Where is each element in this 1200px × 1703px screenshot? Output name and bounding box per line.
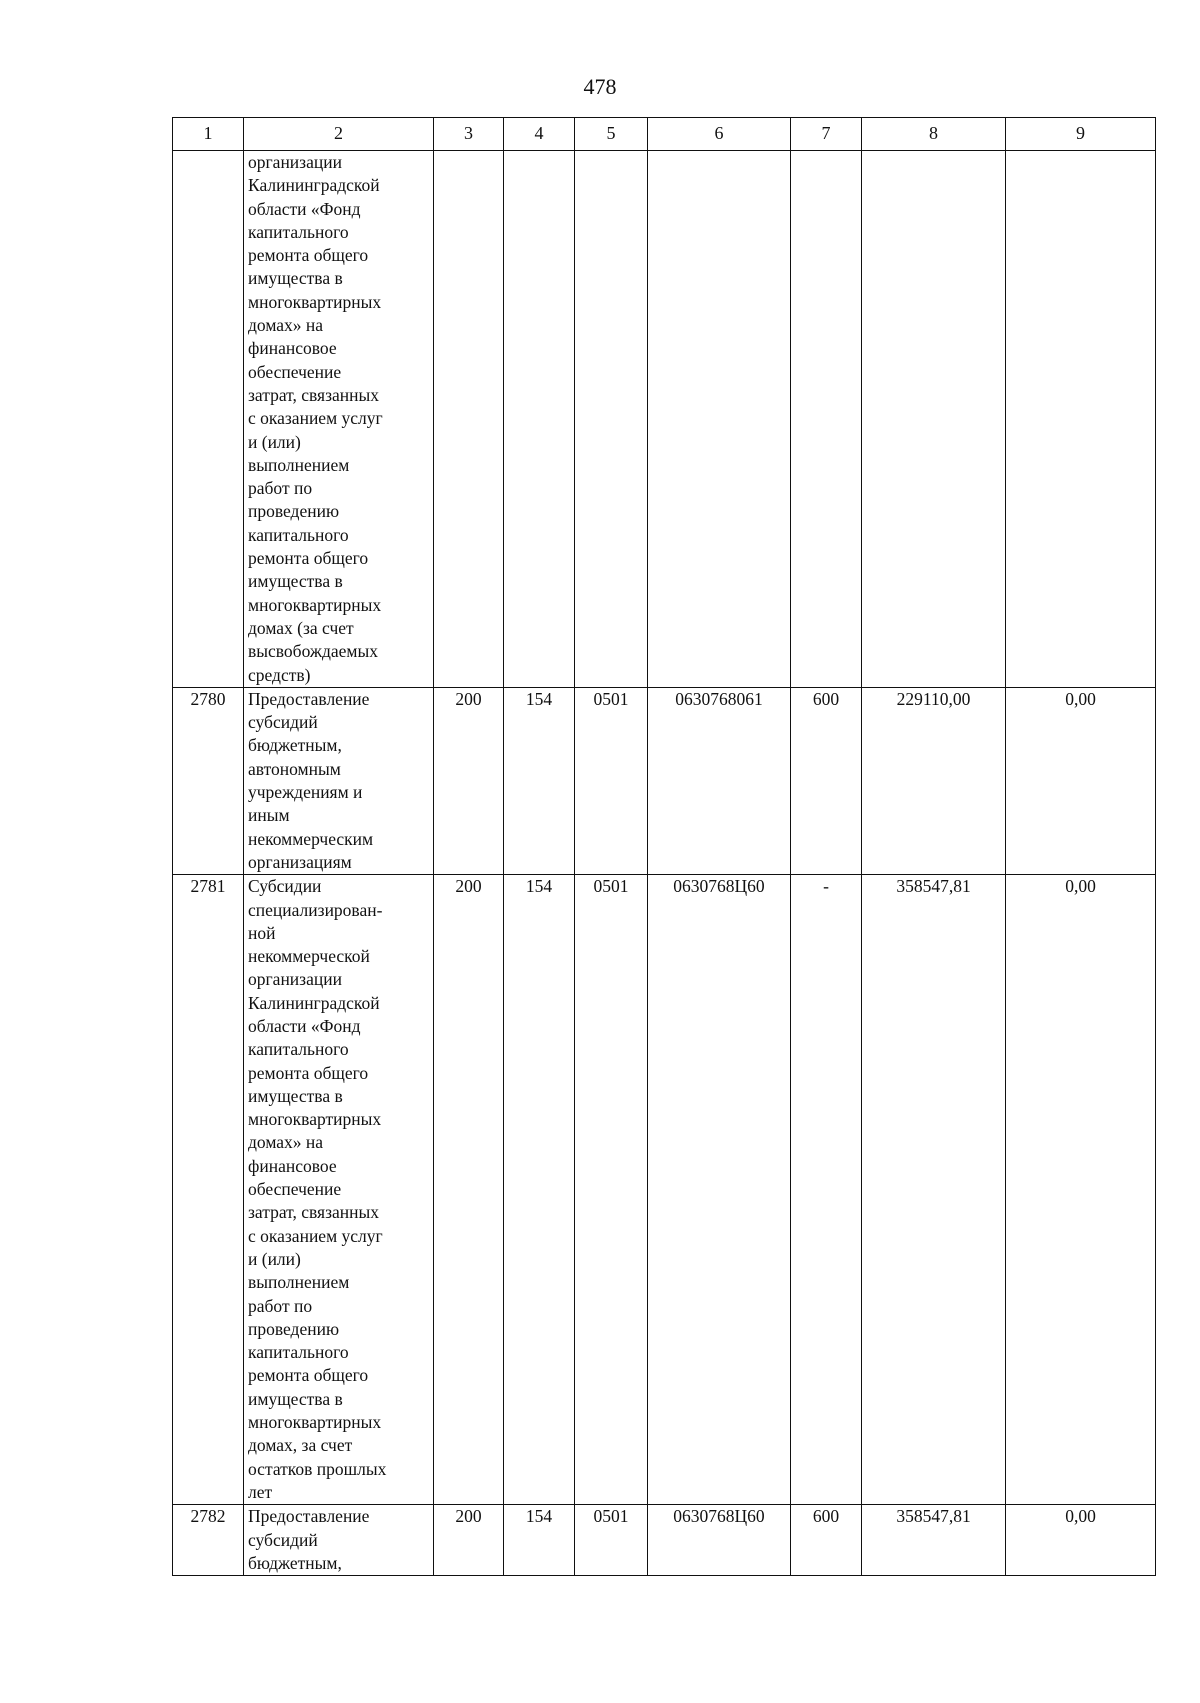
column-header: 7	[791, 118, 862, 151]
description-line: обеспечение	[248, 361, 342, 382]
cell-col-7: -	[791, 875, 862, 1505]
description-line: капитального	[248, 1039, 349, 1060]
description-line: с оказанием услуг	[248, 1225, 383, 1246]
description-line: многоквартирных	[248, 1412, 382, 1433]
cell-col-5	[575, 151, 648, 688]
column-header: 6	[648, 118, 791, 151]
description-line: организациям	[248, 851, 352, 872]
cell-col-4: 154	[504, 875, 575, 1505]
budget-table	[172, 117, 1156, 1576]
description-line: домах (за счет	[248, 617, 354, 638]
description-cell	[244, 687, 434, 874]
cell-col-3: 200	[434, 687, 504, 874]
description-line: области «Фонд	[248, 198, 361, 219]
description-line: лет	[248, 1481, 273, 1502]
description-cell	[244, 1505, 434, 1576]
description-line: некоммерческим	[248, 828, 374, 849]
column-header: 5	[575, 118, 648, 151]
description-line: ремонта общего	[248, 1365, 369, 1386]
description-line: средств)	[248, 664, 311, 685]
table-row	[173, 687, 1156, 874]
description-line: автономным	[248, 758, 341, 779]
description-line: ремонта общего	[248, 245, 369, 266]
cell-col-7: 600	[791, 1505, 862, 1576]
description-line: имущества в	[248, 1085, 343, 1106]
description-line: субсидий	[248, 712, 318, 733]
column-header: 2	[244, 118, 434, 151]
description-line: выполнением	[248, 454, 350, 475]
table-row	[173, 151, 1156, 688]
amount-cell	[862, 151, 1006, 688]
description-line: финансовое	[248, 1155, 337, 1176]
description-line: многоквартирных	[248, 594, 382, 615]
amount-cell-2: 0,00	[1006, 1505, 1156, 1576]
cell-col-6	[648, 151, 791, 688]
description-line: проведению	[248, 501, 340, 522]
cell-col-4: 154	[504, 687, 575, 874]
row-number-cell: 2781	[173, 875, 244, 1505]
row-number-cell: 2782	[173, 1505, 244, 1576]
description-line: остатков прошлых	[248, 1458, 387, 1479]
cell-col-3: 200	[434, 1505, 504, 1576]
description-line: Предоставление	[248, 688, 370, 709]
amount-cell-2: 0,00	[1006, 875, 1156, 1505]
column-header: 8	[862, 118, 1006, 151]
description-line: домах, за счет	[248, 1435, 353, 1456]
description-line: учреждениям и	[248, 782, 363, 803]
description-line: бюджетным,	[248, 735, 342, 756]
column-header: 9	[1006, 118, 1156, 151]
cell-col-4: 154	[504, 1505, 575, 1576]
description-line: и (или)	[248, 431, 301, 452]
cell-col-3: 200	[434, 875, 504, 1505]
table-row	[173, 875, 1156, 1505]
description-line: ремонта общего	[248, 548, 369, 569]
description-line: ремонта общего	[248, 1062, 369, 1083]
row-number-cell: 2780	[173, 687, 244, 874]
description-line: Субсидии	[248, 876, 322, 897]
description-line: ной	[248, 922, 276, 943]
cell-col-7	[791, 151, 862, 688]
description-line: области «Фонд	[248, 1015, 361, 1036]
description-line: капитального	[248, 524, 349, 545]
description-line: капитального	[248, 221, 349, 242]
description-line: Калининградской	[248, 175, 380, 196]
description-cell	[244, 875, 434, 1505]
column-header: 4	[504, 118, 575, 151]
description-line: многоквартирных	[248, 1109, 382, 1130]
description-line: субсидий	[248, 1529, 318, 1550]
amount-cell-2: 0,00	[1006, 687, 1156, 874]
description-line: домах» на	[248, 1132, 324, 1153]
page-number: 478	[583, 74, 617, 99]
description-line: Калининградской	[248, 992, 380, 1013]
row-number-cell	[173, 151, 244, 688]
description-line: организации	[248, 152, 342, 172]
description-line: проведению	[248, 1318, 340, 1339]
description-line: обеспечение	[248, 1179, 342, 1200]
amount-cell: 229110,00	[862, 687, 1006, 874]
cell-col-4	[504, 151, 575, 688]
table-row	[173, 1505, 1156, 1576]
description-line: затрат, связанных	[248, 384, 380, 405]
description-line: иным	[248, 805, 290, 826]
cell-col-5: 0501	[575, 875, 648, 1505]
cell-col-6: 0630768061	[648, 687, 791, 874]
table-header-row	[173, 118, 1156, 151]
description-line: финансовое	[248, 338, 337, 359]
amount-cell-2	[1006, 151, 1156, 688]
cell-col-5: 0501	[575, 1505, 648, 1576]
cell-col-5: 0501	[575, 687, 648, 874]
description-line: капитального	[248, 1342, 349, 1363]
cell-col-3	[434, 151, 504, 688]
description-line: имущества в	[248, 268, 343, 289]
description-line: выполнением	[248, 1272, 350, 1293]
description-line: Предоставление	[248, 1506, 370, 1527]
description-line: специализирован-	[248, 899, 383, 920]
description-line: имущества в	[248, 571, 343, 592]
column-header: 1	[173, 118, 244, 151]
description-line: многоквартирных	[248, 291, 382, 312]
description-line: работ по	[248, 478, 313, 499]
cell-col-6: 0630768Ц60	[648, 1505, 791, 1576]
description-line: некоммерческой	[248, 946, 370, 967]
description-line: и (или)	[248, 1248, 301, 1269]
description-cell	[244, 151, 434, 688]
amount-cell: 358547,81	[862, 875, 1006, 1505]
description-line: бюджетным,	[248, 1552, 342, 1573]
description-line: домах» на	[248, 315, 324, 336]
description-line: высвобождаемых	[248, 641, 379, 662]
description-line: затрат, связанных	[248, 1202, 380, 1223]
amount-cell: 358547,81	[862, 1505, 1006, 1576]
description-line: с оказанием услуг	[248, 408, 383, 429]
description-line: имущества в	[248, 1388, 343, 1409]
column-header: 3	[434, 118, 504, 151]
table-body	[173, 151, 1156, 1576]
cell-col-7: 600	[791, 687, 862, 874]
description-line: работ по	[248, 1295, 313, 1316]
cell-col-6: 0630768Ц60	[648, 875, 791, 1505]
description-line: организации	[248, 969, 342, 990]
